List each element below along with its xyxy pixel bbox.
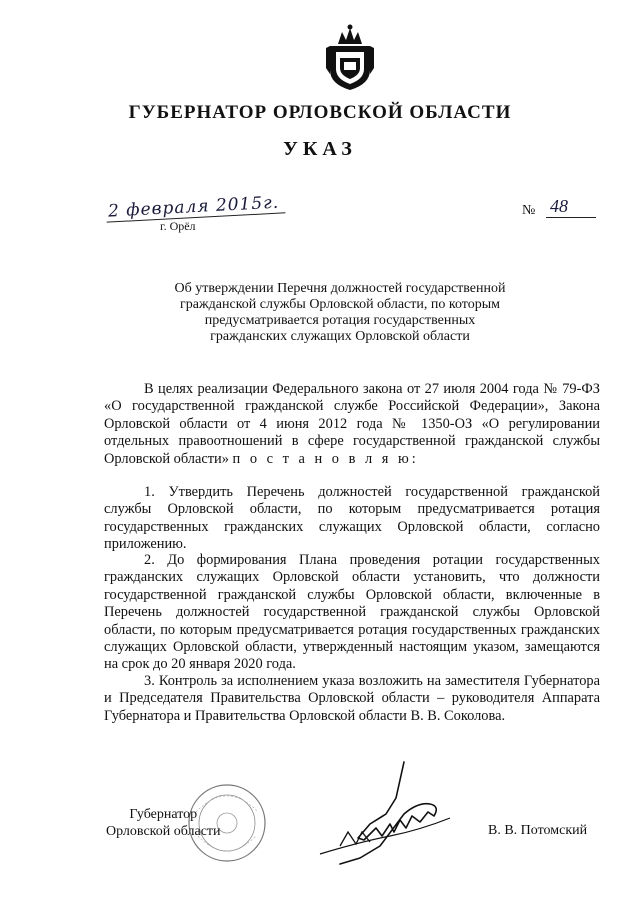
decree-item-1: 1. Утвердить Перечень должностей государственной гражданской службы Орловской области, по которым предусматривается ротация государственных гражданских служащих Орловской области, согласно приложению. (104, 484, 600, 553)
decree-item-2: 2. До формирования Плана проведения ротации государственных гражданских служащих Орловской области установить, что должности государственной гражданской службы Орловской области, включенные в Перечень должностей государственной гражданской службы Орловской области, по которым предусматривается ротация государственных гражданских служащих Орловской области, утвержденный настоящим указом, замещаются на срок до 20 января 2020 года. (104, 552, 600, 673)
subject-line: гражданской службы Орловской области, по которым (180, 297, 500, 312)
document-subject (150, 281, 530, 345)
subject-line: Об утверждении Перечня должностей государственной (174, 281, 506, 296)
preamble-text: В целях реализации Федерального закона от 27 июля 2004 года № 79-ФЗ «О государственной гражданской службе Российской Федерации», Закона Орловской области от 4 июня 2012 года № 1350-ОЗ «О регулировании отдельных правоотношений в сфере государственной гражданской службы Орловской области» (104, 381, 600, 467)
decree-item-3: 3. Контроль за исполнением указа возложить на заместителя Губернатора и Председателя Правительства Орловской области – руководителя Аппарата Губернатора и Правительства Орловской области В. В. Соколова. (104, 673, 600, 724)
subject-line: предусматривается ротация государственных (204, 313, 476, 328)
signatory-name: В. В. Потомский (488, 823, 588, 838)
signatory-title-line: Орловской области (106, 824, 221, 839)
document-number: 48 (546, 196, 596, 218)
document-date: 2 февраля 2015г. (106, 192, 286, 222)
number-label: № (522, 203, 536, 218)
issuing-authority: ГУБЕРНАТОР ОРЛОВСКОЙ ОБЛАСТИ (128, 102, 512, 123)
decree-word: п о с т а н о в л я ю: (232, 450, 419, 467)
handwritten-signature-icon (300, 758, 460, 868)
signatory-title-line: Губернатор (129, 807, 198, 822)
preamble-paragraph (104, 381, 600, 468)
coat-of-arms-icon (322, 24, 378, 92)
document-place: г. Орёл (160, 219, 196, 233)
subject-line: гражданских служащих Орловской области (210, 329, 470, 344)
document-type: УКАЗ (283, 138, 357, 160)
signatory-title (106, 806, 221, 840)
